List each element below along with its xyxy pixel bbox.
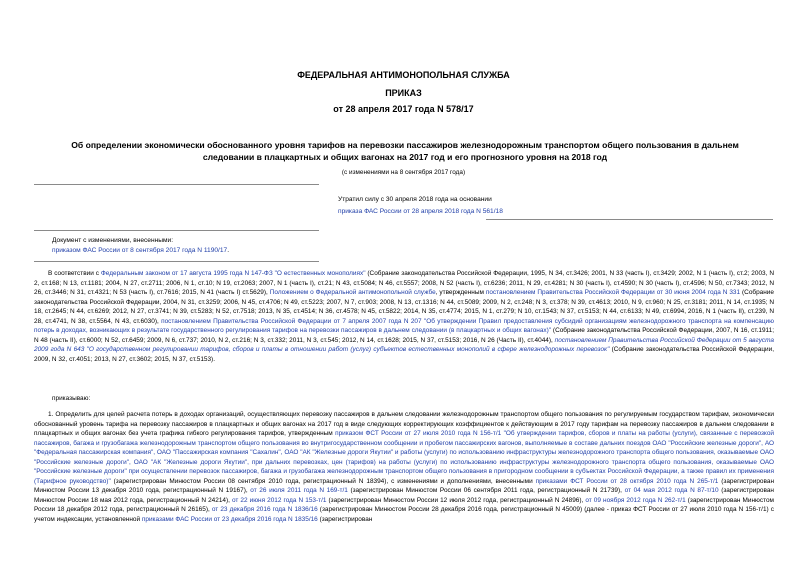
doc-date-number: от 28 апреля 2017 года N 578/17 (333, 104, 474, 114)
doc-title (40, 139, 770, 163)
preamble-text: (Собрание законодательства Российской Федерации, 2007, N 16, ст.1911; N 48 (часть II), ст.6000; N 52, ст.6459; 2009, N 6, ст.737; 2010, N 2, ст.216; N 3, ст.332; 2011, N 3, ст.545; 2012, N 14, ст.1628; 2015, N 37, ст.5153; 2016, N 26 (Часть II), ст.4044), (34, 327, 774, 344)
preamble-text: , утвержденным (435, 289, 486, 297)
link-fas-regulation[interactable]: Положением о Федеральной антимонопольной службе (269, 289, 436, 297)
order-word: приказываю: (52, 395, 91, 402)
link-resolution-207[interactable]: постановлением Правительства Российской Федерации от 7 апреля 2007 года N 207 "Об утверждении Правил предоставления субсидий организациям железнодорожного транспорта на компенсацию потерь в доходах, возникающих в результате государственного регулирования тарифов на перевозки пассажиров в дальнем следовании (в плацкартных и общих вагонах)" (34, 317, 774, 335)
amendments-text: Документ с изменениями, внесенными: (52, 237, 174, 244)
point-text: (зарегистрирован Минюстом России 13 декабря 2010 года, регистрационный N 19167), (34, 477, 774, 495)
doc-type: ПРИКАЗ (385, 88, 422, 98)
doc-title-line-1: Об определении экономически обоснованного уровня тарифов на перевозки пассажиров железнодорожным транспортом общего пользования в дальнем (71, 140, 739, 150)
amendments-link[interactable]: приказом ФАС России от 8 сентября 2017 года N 1190/17 (52, 247, 228, 254)
point-text: (зарегистрирован Минюстом России 28 декабря 2016 года, регистрационный N 45009) (далее - приказ ФСТ России от 27 июля 2010 года N 156-т/1) с учетом индексации, установленной (34, 506, 774, 524)
point-text: (зарегистрирован Минюстом России 12 июля 2012 года, регистрационный N 24896), (326, 496, 586, 504)
link-fst-order-1836[interactable]: от 23 декабря 2016 года N 1836/16 (211, 506, 318, 514)
point-text: (зарегистрирован Минюстом России 18 декабря 2012 года, регистрационный N 26165), (34, 496, 774, 514)
changes-note: (с изменениями на 8 сентября 2017 года) (341, 169, 466, 176)
link-fst-order-169[interactable]: от 26 июля 2011 года N 169-т/1 (250, 487, 348, 495)
link-resolution-331[interactable]: постановлением Правительства Российской Федерации от 30 июня 2004 года N 331 (485, 289, 741, 297)
point-text: 1. Определить для целей расчета потерь в доходах организаций, осуществляющих перевозку пассажиров в дальнем следовании железнодорожным транспортом общего пользования по регулируемым государством тарифам, экономически обоснованный уровень тарифа на перевозку пассажиров в плацкартных и общих вагонах на 2017 год в виде следующих корректирующих коэффициентов к действующим в 2017 году тарифам на перевозку пассажиров в дальнем следовании в плацкартных и общих вагонах без учета графика гибкого регулирования тарифов, утвержденным (34, 411, 774, 438)
link-fas-order-1835[interactable]: приказами ФАС России от 23 декабря 2016 года N 1835/16 (141, 516, 318, 524)
link-fst-order-153[interactable]: от 22 июня 2012 года N 153-т/1 (231, 496, 327, 504)
lost-force-text: Утратил силу с 30 апреля 2018 года на основании (338, 196, 492, 203)
preamble-paragraph (34, 269, 774, 364)
point-text: (зарегистрирован Минюстом России 08 сентября 2010 года, регистрационный N 18394), с изменениями и дополнениями, внесенными (110, 477, 536, 485)
link-fst-order-156[interactable]: приказом ФСТ России от 27 июля 2010 года N 156-т/1 "Об утверждении тарифов, сборов и платы на работы (услуги), связанные с перевозкой пассажиров, багажа и грузобагажа железнодорожным транспортом общего пользования во внутригосударственном сообщении и пробегом пассажирских вагонов, выполняемые в составе дальних поездов ОАО "Российские железные дороги", АО "Федеральная пассажирская компания", ОАО "Пассажирская компания "Сахалин", ОАО "АК "Железные дороги Якутии" и работы (услуги) по использованию инфраструктуры железнодорожного транспорта общего пользования, оказываемые ОАО "Российские железные дороги", ОАО "АК "Железные дороги Якутии", при дальних перевозках, цен (тарифов) на работы (услуги) по использованию инфраструктуры железнодорожного транспорта общего пользования, оказываемые ОАО "Российские железные дороги" при осуществлении перевозок пассажиров, багажа и грузобагажа железнодорожным транспортом общего пользования в пригородном сообщении в субъектах Российской Федерации, а также правил их применения (Тарифное руководство)" (34, 430, 774, 485)
preamble-text: (Собрание законодательства Российской Федерации, 2004, N 31, ст.3259; 2006, N 45, ст.4706; N 49, ст.5223; 2007, N 7, ст.903; 2008, N 13, ст.1316; N 44, ст.5089; 2009, N 2, ст.248; N 3, ст.378; N 39, ст.4613; 2010, N 9, ст.960; N 25, ст.3181; 2011, N 14, ст.1935; N 18, ст.2645; N 44, ст.6269; 2012, N 27, ст.3741; N 39, ст.5283; N 52, ст.7518; 2013, N 35, ст.4514; N 36, ст.4578; N 45, ст.5822; 2014, N 35, ст.4774; 2015, N 1, ст.279; N 10, ст.1543; N 37, ст.5153; N 44, ст.6133; N 49, ст.6994, 2016, N 1 (часть II), ст.239, N 28, ст.4741, N 38, ст.5564, N 43, ст.6030), (34, 289, 774, 325)
amendments-tail: . (227, 247, 230, 254)
point-text: (зарегистрирован Минюстом России 06 сентября 2011 года, регистрационный N 21739), (347, 487, 625, 495)
divider-left-1 (34, 184, 319, 185)
doc-title-line-2: следовании в плацкартных и общих вагонах на 2017 год и его прогнозного уровня на 2018 год (202, 152, 608, 162)
divider-left-2 (34, 230, 319, 231)
link-fst-order-87[interactable]: от 04 мая 2012 года N 87-т/10 (624, 487, 719, 495)
link-fst-order-262[interactable]: от 09 ноября 2012 года N 262-т/1 (585, 496, 686, 504)
lost-force-link[interactable]: приказа ФАС России от 28 апреля 2018 года N 561/18 (338, 208, 503, 215)
preamble-text: В соответствии с (48, 270, 101, 277)
agency-name: ФЕДЕРАЛЬНАЯ АНТИМОНОПОЛЬНАЯ СЛУЖБА (297, 70, 510, 80)
divider-right (486, 219, 773, 220)
link-federal-law-147[interactable]: Федеральным законом от 17 августа 1995 года N 147-ФЗ "О естественных монополиях" (100, 270, 366, 277)
amendments-line (52, 245, 229, 256)
preamble-text: (Собрание законодательства Российской Федерации, 2009, N 32, ст.4051; 2013, N 27, ст.3602; 2015, N 37, ст.5153). (34, 346, 775, 363)
link-fst-order-265[interactable]: приказами ФСТ России от 28 октября 2010 года N 265-т/1 (535, 477, 719, 485)
divider-left-3 (34, 261, 319, 262)
point-text: (зарегистрирован (317, 516, 373, 524)
preamble-text: (Собрание законодательства Российской Федерации, 1995, N 34, ст.3426; 2001, N 33 (часть I), ст.3429; 2002, N 1 (часть I), ст.2; 2003, N 2, ст.168; N 13, ст.1181; 2004, N 27, ст.2711; 2006, N 1, ст.10; N 19, ст.2063; 2007, N 1 (часть I), ст.21; N 43, ст.5084; N 46, ст.5557; 2008, N 52 (часть I), ст.6236; 2011, N 29, ст.4281; N 30 (часть I), ст.4590; N 30 (часть I), ст.4596; N 50, ст.7343; 2012, N 26, ст.3446; N 31, ст.4321; N 53 (часть I), ст.7616; 2015, N 41 (часть I) ст.5629), (34, 270, 774, 297)
point-text: (зарегистрирован Минюстом России 18 мая 2012 года, регистрационный N 24214), (34, 487, 774, 504)
point-1-paragraph (34, 410, 774, 525)
link-resolution-643[interactable]: постановлением Правительства Российской Федерации от 5 августа 2009 года N 643 "О государственном регулировании тарифов, сборов и платы в отношении работ (услуг) субъектов естественных монополий в сфере железнодорожных перевозок" (34, 336, 774, 354)
